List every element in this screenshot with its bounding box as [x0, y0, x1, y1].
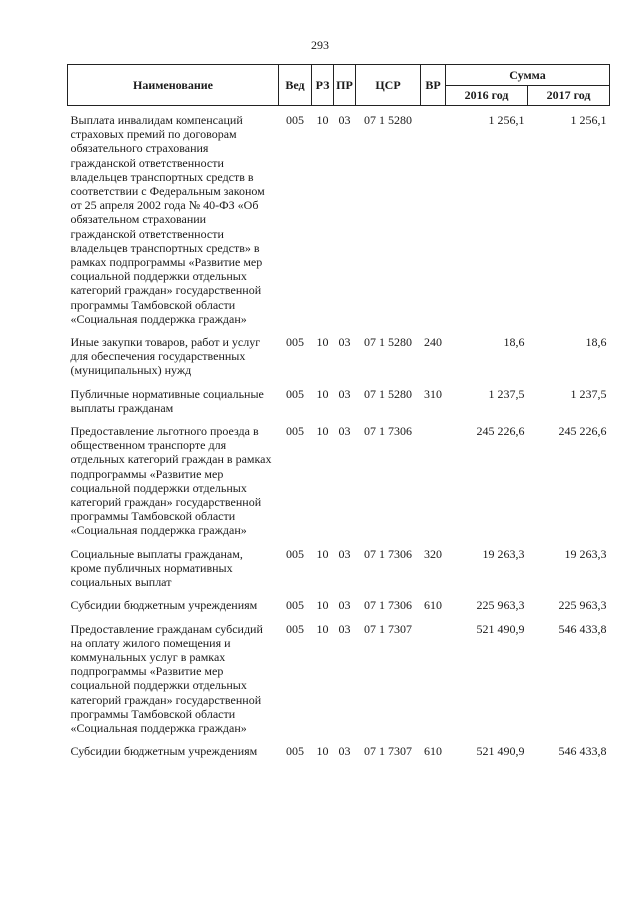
budget-table	[67, 64, 610, 767]
row-csr: 07 1 7306	[364, 598, 412, 613]
table-row	[68, 622, 610, 745]
row-ved: 005	[286, 386, 304, 401]
row-pr: 03	[338, 424, 351, 439]
header-vr: ВР	[421, 65, 446, 106]
header-ved: Вед	[279, 65, 312, 106]
row-vr: 240	[424, 335, 442, 350]
row-vr: 610	[424, 744, 442, 759]
row-ved: 005	[286, 744, 304, 759]
row-pr: 03	[338, 386, 351, 401]
row-csr: 07 1 5280	[364, 113, 412, 127]
row-rz: 10	[316, 621, 329, 636]
row-sum-2017: 546 433,8	[558, 744, 607, 759]
row-csr: 07 1 7306	[364, 424, 412, 439]
row-name: Социальные выплаты гражданам, кроме публичных нормативных социальных выплат	[70, 546, 243, 590]
row-pr: 03	[338, 621, 351, 636]
row-sum-2016: 521 490,9	[476, 744, 525, 759]
row-ved: 005	[286, 113, 304, 127]
row-sum-2016: 225 963,3	[476, 598, 525, 613]
row-csr: 07 1 7307	[364, 621, 412, 636]
row-rz: 10	[316, 424, 329, 439]
row-rz: 10	[316, 335, 329, 350]
row-sum-2017: 18,6	[585, 335, 607, 350]
table-row	[68, 424, 610, 547]
row-sum-2017: 19 263,3	[564, 546, 607, 561]
header-sum: Сумма	[446, 65, 610, 86]
header-rz: РЗ	[312, 65, 334, 106]
row-csr: 07 1 5280	[364, 386, 412, 401]
table-body	[68, 106, 610, 768]
row-ved: 005	[286, 335, 304, 350]
row-vr: 610	[424, 598, 442, 613]
row-pr: 03	[338, 335, 351, 350]
row-pr: 03	[338, 113, 351, 127]
row-name: Предоставление льготного проезда в общественном транспорте для отдельных категорий граждан в рамках подпрограммы «Развитие мер социальной поддержки отдельных категорий граждан» государственной программы Тамбовской области «Социальная поддержка граждан»	[70, 424, 272, 538]
row-sum-2017: 546 433,8	[558, 621, 607, 636]
row-sum-2017: 245 226,6	[558, 424, 607, 439]
row-sum-2017: 1 237,5	[570, 386, 607, 401]
row-name: Субсидии бюджетным учреждениям	[70, 744, 258, 759]
table-row	[68, 106, 610, 336]
table-row	[68, 598, 610, 621]
row-sum-2016: 245 226,6	[476, 424, 525, 439]
header-year-2017: 2017 год	[528, 86, 610, 106]
row-sum-2016: 18,6	[503, 335, 525, 350]
row-name: Иные закупки товаров, работ и услуг для обеспечения государственных (муниципальных) нужд	[70, 335, 261, 378]
row-rz: 10	[316, 744, 329, 759]
row-csr: 07 1 7306	[364, 546, 412, 561]
row-csr: 07 1 5280	[364, 335, 412, 350]
row-sum-2017: 1 256,1	[570, 113, 607, 127]
row-rz: 10	[316, 598, 329, 613]
row-ved: 005	[286, 621, 304, 636]
table-row	[68, 744, 610, 767]
header-year-2016: 2016 год	[446, 86, 528, 106]
row-vr	[421, 622, 446, 745]
table-row	[68, 387, 610, 424]
row-rz: 10	[316, 386, 329, 401]
table-row	[68, 335, 610, 387]
row-vr	[421, 424, 446, 547]
row-sum-2016: 19 263,3	[482, 546, 525, 561]
row-rz: 10	[316, 546, 329, 561]
row-ved: 005	[286, 598, 304, 613]
row-sum-2016: 1 256,1	[488, 113, 525, 127]
header-pr: ПР	[334, 65, 356, 106]
row-sum-2016: 521 490,9	[476, 621, 525, 636]
row-name: Публичные нормативные социальные выплаты гражданам	[70, 386, 264, 415]
row-name: Субсидии бюджетным учреждениям	[70, 598, 258, 613]
header-name: Наименование	[68, 65, 279, 106]
row-vr: 310	[424, 386, 442, 401]
header-csr: ЦСР	[356, 65, 421, 106]
row-pr: 03	[338, 546, 351, 561]
row-name: Предоставление гражданам субсидий на оплату жилого помещения и коммунальных услуг в рамках подпрограммы «Развитие мер социальной поддержки отдельных категорий граждан» государственной программы Тамбовской области «Социальная поддержка граждан»	[70, 621, 263, 735]
row-ved: 005	[286, 546, 304, 561]
row-pr: 03	[338, 744, 351, 759]
row-vr: 320	[424, 546, 442, 561]
table-header	[68, 65, 610, 106]
row-sum-2017: 225 963,3	[558, 598, 607, 613]
row-rz: 10	[316, 113, 329, 127]
row-pr: 03	[338, 598, 351, 613]
page-number: 293	[311, 38, 329, 52]
row-sum-2016: 1 237,5	[488, 386, 525, 401]
row-csr: 07 1 7307	[364, 744, 412, 759]
row-name: Выплата инвалидам компенсаций страховых премий по договорам обязательного страхования гражданской ответственности владельцев транспортных средств в соответствии с Федеральным законом от 25 апреля 2002 года № 40-ФЗ «Об обязательном страховании гражданской ответственности владельцев транспортных средств» в рамках подпрограммы «Развитие мер социальной поддержки отдельных категорий граждан» государственной программы Тамбовской области «Социальная поддержка граждан»	[70, 113, 265, 326]
table-row	[68, 547, 610, 599]
row-vr	[421, 106, 446, 336]
row-ved: 005	[286, 424, 304, 439]
